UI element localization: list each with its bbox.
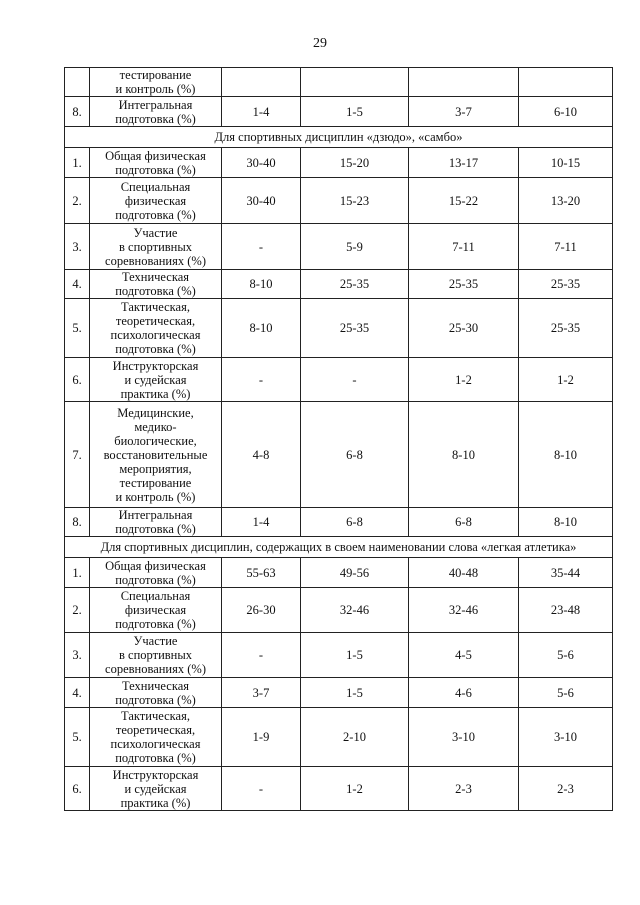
row-indicator-name: Медицинские, медико- биологические, восстановительные мероприятия, тестирование и контроль (%) xyxy=(90,402,222,508)
value-stage-4: 3-10 xyxy=(519,708,613,767)
value-stage-4: 25-35 xyxy=(519,270,613,299)
value-stage-2: 15-20 xyxy=(301,148,409,178)
value-stage-1: 4-8 xyxy=(222,402,301,508)
row-number: 8. xyxy=(65,97,90,127)
table-row xyxy=(65,767,613,811)
section-title: Для спортивных дисциплин «дзюдо», «самбо» xyxy=(65,127,613,148)
row-indicator-name: Специальная физическая подготовка (%) xyxy=(90,178,222,224)
table-row xyxy=(65,358,613,402)
table-row xyxy=(65,270,613,299)
table-row xyxy=(65,558,613,588)
row-indicator-name: Специальная физическая подготовка (%) xyxy=(90,588,222,633)
table-row xyxy=(65,68,613,97)
value-stage-2: 1-5 xyxy=(301,97,409,127)
value-stage-3: 3-7 xyxy=(409,97,519,127)
value-stage-2: 1-5 xyxy=(301,633,409,678)
value-stage-4: 10-15 xyxy=(519,148,613,178)
row-indicator-name: Инструкторская и судейская практика (%) xyxy=(90,767,222,811)
value-stage-3: 15-22 xyxy=(409,178,519,224)
value-stage-4: 25-35 xyxy=(519,299,613,358)
table-row xyxy=(65,588,613,633)
value-stage-4: 6-10 xyxy=(519,97,613,127)
value-stage-3 xyxy=(409,68,519,97)
row-indicator-name: Участие в спортивных соревнованиях (%) xyxy=(90,224,222,270)
row-indicator-name: Тактическая, теоретическая, психологическая подготовка (%) xyxy=(90,708,222,767)
row-number: 8. xyxy=(65,508,90,537)
value-stage-1: - xyxy=(222,633,301,678)
value-stage-4: 2-3 xyxy=(519,767,613,811)
value-stage-3: 25-35 xyxy=(409,270,519,299)
section-header-row xyxy=(65,537,613,558)
row-number: 3. xyxy=(65,633,90,678)
row-number xyxy=(65,68,90,97)
value-stage-1: 30-40 xyxy=(222,178,301,224)
value-stage-4 xyxy=(519,68,613,97)
row-number: 1. xyxy=(65,558,90,588)
table-row xyxy=(65,508,613,537)
row-indicator-name: Техническая подготовка (%) xyxy=(90,270,222,299)
row-number: 5. xyxy=(65,299,90,358)
value-stage-1: 55-63 xyxy=(222,558,301,588)
section-header-row xyxy=(65,127,613,148)
value-stage-2: 6-8 xyxy=(301,402,409,508)
value-stage-4: 35-44 xyxy=(519,558,613,588)
row-indicator-name: Интегральная подготовка (%) xyxy=(90,97,222,127)
value-stage-1 xyxy=(222,68,301,97)
value-stage-3: 8-10 xyxy=(409,402,519,508)
value-stage-3: 6-8 xyxy=(409,508,519,537)
value-stage-3: 32-46 xyxy=(409,588,519,633)
training-norms-table xyxy=(64,67,613,811)
value-stage-3: 13-17 xyxy=(409,148,519,178)
value-stage-1: 1-4 xyxy=(222,97,301,127)
row-indicator-name: Интегральная подготовка (%) xyxy=(90,508,222,537)
value-stage-1: - xyxy=(222,358,301,402)
value-stage-2: 6-8 xyxy=(301,508,409,537)
value-stage-2: 5-9 xyxy=(301,224,409,270)
table-row xyxy=(65,708,613,767)
value-stage-4: 5-6 xyxy=(519,633,613,678)
value-stage-3: 2-3 xyxy=(409,767,519,811)
value-stage-4: 8-10 xyxy=(519,402,613,508)
value-stage-1: 3-7 xyxy=(222,678,301,708)
value-stage-2: 1-5 xyxy=(301,678,409,708)
row-indicator-name: Техническая подготовка (%) xyxy=(90,678,222,708)
table-row xyxy=(65,97,613,127)
row-number: 2. xyxy=(65,588,90,633)
row-number: 2. xyxy=(65,178,90,224)
value-stage-1: 8-10 xyxy=(222,299,301,358)
value-stage-1: 1-9 xyxy=(222,708,301,767)
table-row xyxy=(65,633,613,678)
value-stage-2 xyxy=(301,68,409,97)
value-stage-1: 26-30 xyxy=(222,588,301,633)
row-number: 1. xyxy=(65,148,90,178)
table-body xyxy=(65,68,613,811)
table-row xyxy=(65,299,613,358)
value-stage-2: - xyxy=(301,358,409,402)
row-indicator-name: тестирование и контроль (%) xyxy=(90,68,222,97)
row-indicator-name: Инструкторская и судейская практика (%) xyxy=(90,358,222,402)
table-row xyxy=(65,148,613,178)
value-stage-3: 4-5 xyxy=(409,633,519,678)
value-stage-3: 4-6 xyxy=(409,678,519,708)
row-number: 3. xyxy=(65,224,90,270)
value-stage-1: 8-10 xyxy=(222,270,301,299)
value-stage-1: 1-4 xyxy=(222,508,301,537)
value-stage-2: 2-10 xyxy=(301,708,409,767)
section-title: Для спортивных дисциплин, содержащих в своем наименовании слова «легкая атлетика» xyxy=(65,537,613,558)
row-number: 7. xyxy=(65,402,90,508)
value-stage-3: 40-48 xyxy=(409,558,519,588)
row-number: 4. xyxy=(65,270,90,299)
row-indicator-name: Участие в спортивных соревнованиях (%) xyxy=(90,633,222,678)
value-stage-1: 30-40 xyxy=(222,148,301,178)
row-number: 6. xyxy=(65,358,90,402)
row-number: 5. xyxy=(65,708,90,767)
value-stage-2: 49-56 xyxy=(301,558,409,588)
value-stage-2: 15-23 xyxy=(301,178,409,224)
row-number: 6. xyxy=(65,767,90,811)
page-number: 29 xyxy=(313,36,327,51)
table-row xyxy=(65,224,613,270)
value-stage-4: 23-48 xyxy=(519,588,613,633)
value-stage-3: 7-11 xyxy=(409,224,519,270)
row-indicator-name: Общая физическая подготовка (%) xyxy=(90,558,222,588)
value-stage-2: 25-35 xyxy=(301,270,409,299)
value-stage-4: 13-20 xyxy=(519,178,613,224)
value-stage-3: 1-2 xyxy=(409,358,519,402)
value-stage-2: 32-46 xyxy=(301,588,409,633)
value-stage-4: 1-2 xyxy=(519,358,613,402)
value-stage-2: 25-35 xyxy=(301,299,409,358)
row-number: 4. xyxy=(65,678,90,708)
value-stage-3: 3-10 xyxy=(409,708,519,767)
table-row xyxy=(65,402,613,508)
value-stage-3: 25-30 xyxy=(409,299,519,358)
value-stage-4: 7-11 xyxy=(519,224,613,270)
table-row xyxy=(65,178,613,224)
row-indicator-name: Общая физическая подготовка (%) xyxy=(90,148,222,178)
row-indicator-name: Тактическая, теоретическая, психологическая подготовка (%) xyxy=(90,299,222,358)
table-row xyxy=(65,678,613,708)
value-stage-1: - xyxy=(222,224,301,270)
value-stage-4: 5-6 xyxy=(519,678,613,708)
value-stage-1: - xyxy=(222,767,301,811)
value-stage-2: 1-2 xyxy=(301,767,409,811)
value-stage-4: 8-10 xyxy=(519,508,613,537)
